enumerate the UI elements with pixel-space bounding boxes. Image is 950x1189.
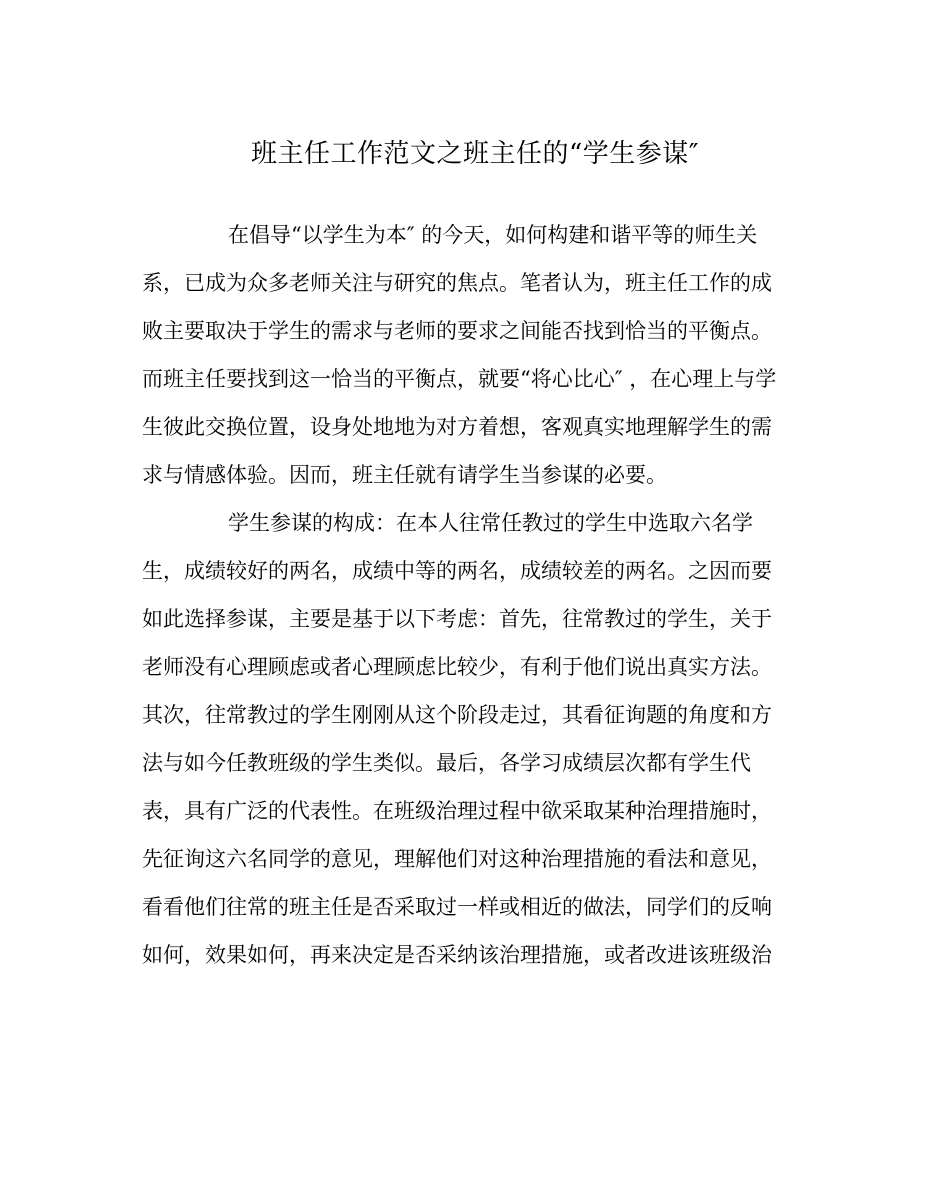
paragraph-2-line-3: 如此选择参谋，主要是基于以下考虑：首先，往常教过的学生，关于 bbox=[142, 607, 772, 631]
paragraph-2-line-2: 生，成绩较好的两名，成绩中等的两名，成绩较差的两名。之因而要 bbox=[142, 559, 772, 583]
paragraph-2-line-4: 老师没有心理顾虑或者心理顾虑比较少，有利于他们说出真实方法。 bbox=[142, 655, 772, 679]
paragraph-1-line-2: 系，已成为众多老师关注与研究的焦点。笔者认为，班主任工作的成 bbox=[142, 271, 772, 295]
paragraph-2-line-5: 其次，往常教过的学生刚刚从这个阶段走过，其看征询题的角度和方 bbox=[142, 703, 772, 727]
paragraph-1-line-5: 生彼此交换位置，设身处地地为对方着想，客观真实地理解学生的需 bbox=[142, 415, 772, 439]
paragraph-2-line-7: 表，具有广泛的代表性。在班级治理过程中欲采取某种治理措施时， bbox=[142, 799, 772, 823]
paragraph-2-line-10: 如何，效果如何，再来决定是否采纳该治理措施，或者改进该班级治 bbox=[142, 943, 772, 967]
paragraph-1-line-6: 求与情感体验。因而，班主任就有请学生当参谋的必要。 bbox=[142, 463, 667, 487]
paragraph-2-line-9: 看看他们往常的班主任是否采取过一样或相近的做法，同学们的反响 bbox=[142, 895, 772, 919]
paragraph-1-line-1: 在倡导“以学生为本″ 的今天，如何构建和谐平等的师生关 bbox=[228, 223, 758, 247]
paragraph-2-line-1: 学生参谋的构成：在本人往常任教过的学生中选取六名学 bbox=[228, 511, 753, 535]
paragraph-2-line-6: 法与如今任教班级的学生类似。最后，各学习成绩层次都有学生代 bbox=[142, 751, 751, 775]
document-title: 班主任工作范文之班主任的“学生参谋″ bbox=[250, 139, 699, 169]
paragraph-2-line-8: 先征询这六名同学的意见，理解他们对这种治理措施的看法和意见， bbox=[142, 847, 772, 871]
paragraph-1-line-3: 败主要取决于学生的需求与老师的要求之间能否找到恰当的平衡点。 bbox=[142, 319, 772, 343]
paragraph-1-line-4: 而班主任要找到这一恰当的平衡点，就要“将心比心″ ，在心理上与学 bbox=[142, 367, 777, 391]
